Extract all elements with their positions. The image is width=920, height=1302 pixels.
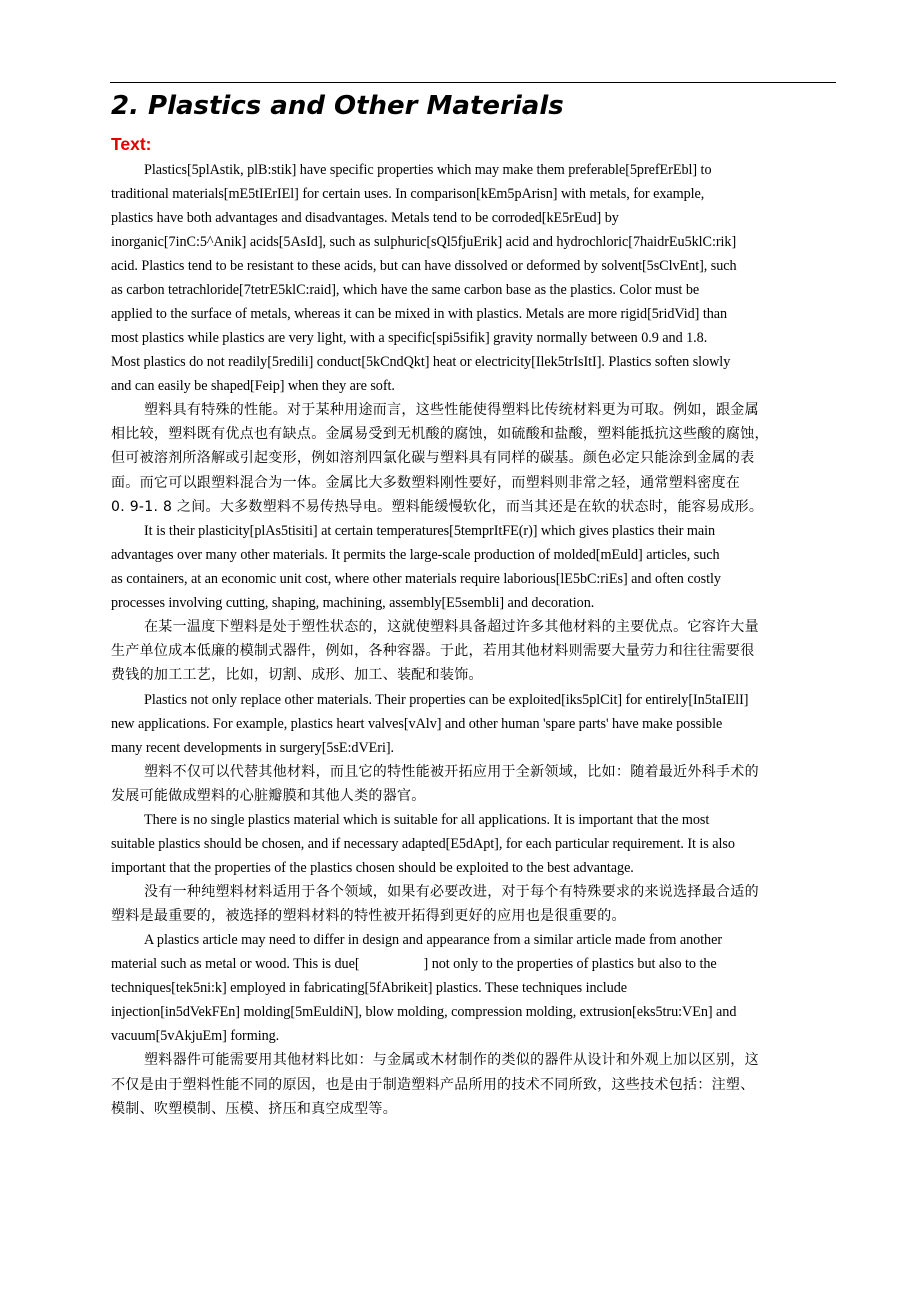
text-line: applied to the surface of metals, whereas it can be mixed in with plastics. Metals are more rigid[5ridVid] than [111, 306, 728, 322]
text-line: injection[in5dVekFEn] molding[5mEuldiN], blow molding, compression molding, extrusion[eks5tru:VEn] and [111, 1004, 737, 1021]
text-line: as containers, at an economic unit cost, where other materials require laborious[lE5bC:riEs] and often costly [111, 571, 721, 588]
section-heading: 2. Plastics and Other Materials [111, 91, 564, 121]
paragraph-zh-plasticity [111, 615, 811, 688]
text-line: 塑料不仅可以代替其他材料，而且它的特性能被开拓应用于全新领域，比如：随着最近外科手术的 [144, 763, 759, 780]
text-line: 模制、吹塑模制、压模、挤压和真空成型等。 [111, 1100, 397, 1117]
text-line: A plastics article may need to differ in design and appearance from a similar article made from another [144, 932, 723, 949]
text-line: processes involving cutting, shaping, machining, assembly[E5sembli] and decoration. [111, 595, 595, 612]
text-line: new applications. For example, plastics heart valves[vAlv] and other human 'spare parts' have make possible [111, 715, 723, 732]
text-line: 不仅是由于塑料性能不同的原因，也是由于制造塑料产品所用的技术不同所致，这些技术包括：注塑、 [111, 1076, 755, 1093]
text-line: acid. Plastics tend to be resistant to these acids, but can have dissolved or deformed by solvent[5sClvEnt], such [111, 258, 737, 274]
text-line: traditional materials[mE5tIErIEl] for certain uses. In comparison[kEm5pArisn] with metals, for example, [111, 186, 705, 202]
text-line: vacuum[5vAkjuEm] forming. [111, 1028, 280, 1045]
text-line: 面。而它可以跟塑料混合为一体。金属比大多数塑料刚性要好，而塑料则非常之轻，通常塑料密度在 [111, 474, 741, 491]
text-line: Most plastics do not readily[5redili] conduct[5kCndQkt] heat or electricity[Ilek5trIsItI]. Plastics soften slowly [111, 354, 731, 370]
paragraph-zh-techniques [111, 1048, 811, 1121]
header-rule [110, 82, 836, 83]
text-line: 塑料器件可能需要用其他材料比如：与金属或木材制作的类似的器件从设计和外观上加以区别，这 [144, 1052, 759, 1069]
paragraph-zh-applications [111, 760, 811, 808]
paragraph-zh-selection [111, 880, 811, 928]
text-label: Text: [111, 134, 152, 154]
paragraph-en-applications [111, 688, 811, 760]
text-line: advantages over many other materials. It permits the large-scale production of molded[mEuld] articles, such [111, 547, 720, 564]
paragraph-zh-properties [111, 398, 811, 519]
paragraph-en-plasticity [111, 519, 811, 615]
text-line: as carbon tetrachloride[7tetrE5klC:raid], which have the same carbon base as the plastics. Color must be [111, 282, 700, 298]
text-line: 在某一温度下塑料是处于塑性状态的，这就使塑料具备超过许多其他材料的主要优点。它容许大量 [144, 619, 759, 636]
paragraph-en-techniques [111, 928, 811, 1048]
text-line: and can easily be shaped[Feip] when they are soft. [111, 378, 395, 394]
text-line: 塑料是最重要的，被选择的塑料材料的特性被开拓得到更好的应用也是很重要的。 [111, 908, 626, 925]
text-line: most plastics while plastics are very light, with a specific[spi5sifik] gravity normally between 0.9 and 1.8. [111, 330, 708, 346]
text-line: ] not only to the properties of plastics but also to the [423, 956, 717, 973]
text-line: important that the properties of the plastics chosen should be exploited to the best advantage. [111, 860, 634, 877]
text-line: 但可被溶剂所洛解或引起变形，例如溶剂四氯化碳与塑料具有同样的碳基。颜色必定只能涂到金属的表 [111, 450, 755, 467]
text-line: Plastics not only replace other materials. Their properties can be exploited[iks5plCit] for entirely[In5taIElI] [144, 691, 749, 708]
text-line: suitable plastics should be chosen, and if necessary adapted[E5dApt], for each particular requirement. It is also [111, 836, 735, 853]
text-line: techniques[tek5ni:k] employed in fabricating[5fAbrikeit] plastics. These techniques include [111, 980, 628, 997]
text-line: There is no single plastics material which is suitable for all applications. It is important that the most [144, 812, 710, 829]
text-line: inorganic[7inC:5^Anik] acids[5AsId], such as sulphuric[sQl5fjuErik] acid and hydrochloric[7haidrEu5klC:rik] [111, 234, 737, 250]
paragraph-en-selection [111, 808, 811, 880]
text-line: plastics have both advantages and disadvantages. Metals tend to be corroded[kE5rEud] by [111, 210, 619, 226]
text-line: material such as metal or wood. This is due[ [111, 956, 360, 973]
text-line: 发展可能做成塑料的心脏瓣膜和其他人类的器官。 [111, 787, 426, 804]
text-line: 0. 9-1. 8 之间。大多数塑料不易传热导电。塑料能缓慢软化，而当其还是在软的状态时，能容易成形。 [111, 498, 764, 515]
text-line: 塑料具有特殊的性能。对于某种用途而言，这些性能使得塑料比传统材料更为可取。例如，跟金属 [144, 402, 759, 418]
document-body [111, 158, 811, 1121]
text-line: 生产单位成本低廉的模制式器件，例如，各种容器。于此，若用其他材料则需要大量劳力和往往需要很 [111, 643, 755, 660]
text-line: It is their plasticity[plAs5tisiti] at certain temperatures[5temprItFE(r)] which gives plastics their main [144, 523, 716, 540]
text-line: many recent developments in surgery[5sE:dVEri]. [111, 739, 395, 756]
text-line: Plastics[5plAstik, plB:stik] have specific properties which may make them preferable[5prefErEbl] to [144, 162, 712, 178]
text-line: 相比较，塑料既有优点也有缺点。金属易受到无机酸的腐蚀，如硫酸和盐酸，塑料能抵抗这些酸的腐蚀， [111, 426, 769, 443]
text-line: 费钱的加工工艺，比如，切割、成形、加工、装配和装饰。 [111, 667, 483, 684]
paragraph-en-properties [111, 158, 811, 398]
text-line: 没有一种纯塑料材料适用于各个领域，如果有必要改进，对于每个有特殊要求的来说选择最合适的 [144, 884, 759, 901]
